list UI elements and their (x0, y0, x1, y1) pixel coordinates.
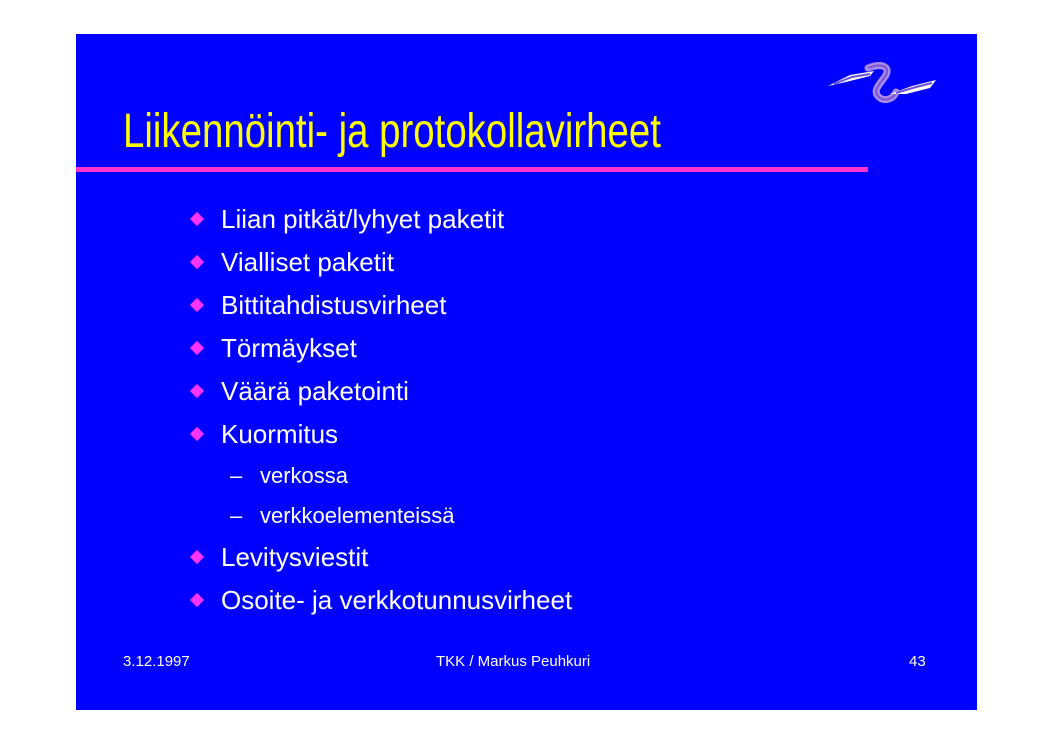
list-item-text: Bittitahdistusvirheet (221, 290, 447, 320)
footer-date: 3.12.1997 (123, 653, 190, 670)
diamond-bullet-icon (190, 593, 204, 607)
list-item-text: Vialliset paketit (221, 247, 394, 277)
diamond-bullet-icon (190, 298, 204, 312)
list-item-text: Törmäykset (221, 333, 357, 363)
list-item-text: Kuormitus (221, 419, 339, 449)
slide-title: Liikennöinti- ja protokollavirheet (123, 105, 661, 158)
diamond-bullet-icon (190, 550, 204, 564)
diamond-bullet-icon (190, 427, 204, 441)
list-item-text: Osoite- ja verkkotunnusvirheet (221, 585, 573, 615)
diamond-bullet-icon (190, 384, 204, 398)
diamond-bullet-icon (190, 255, 204, 269)
diamond-bullet-icon (190, 341, 204, 355)
wavy-lightning-logo-icon (826, 62, 938, 106)
list-item-text: Väärä paketointi (221, 376, 409, 406)
title-underline (76, 167, 868, 172)
slide (76, 34, 977, 710)
diamond-bullet-icon (190, 212, 204, 226)
sub-list-item-text: verkkoelementeissä (260, 503, 455, 528)
list-item-text: Liian pitkät/lyhyet paketit (221, 204, 505, 234)
sub-list-item-text: verkossa (260, 463, 349, 488)
list-item-text: Levitysviestit (221, 542, 369, 572)
dash-bullet: – (230, 503, 243, 528)
page-number: 43 (909, 653, 926, 670)
footer-author: TKK / Markus Peuhkuri (436, 653, 591, 670)
dash-bullet: – (230, 463, 243, 488)
